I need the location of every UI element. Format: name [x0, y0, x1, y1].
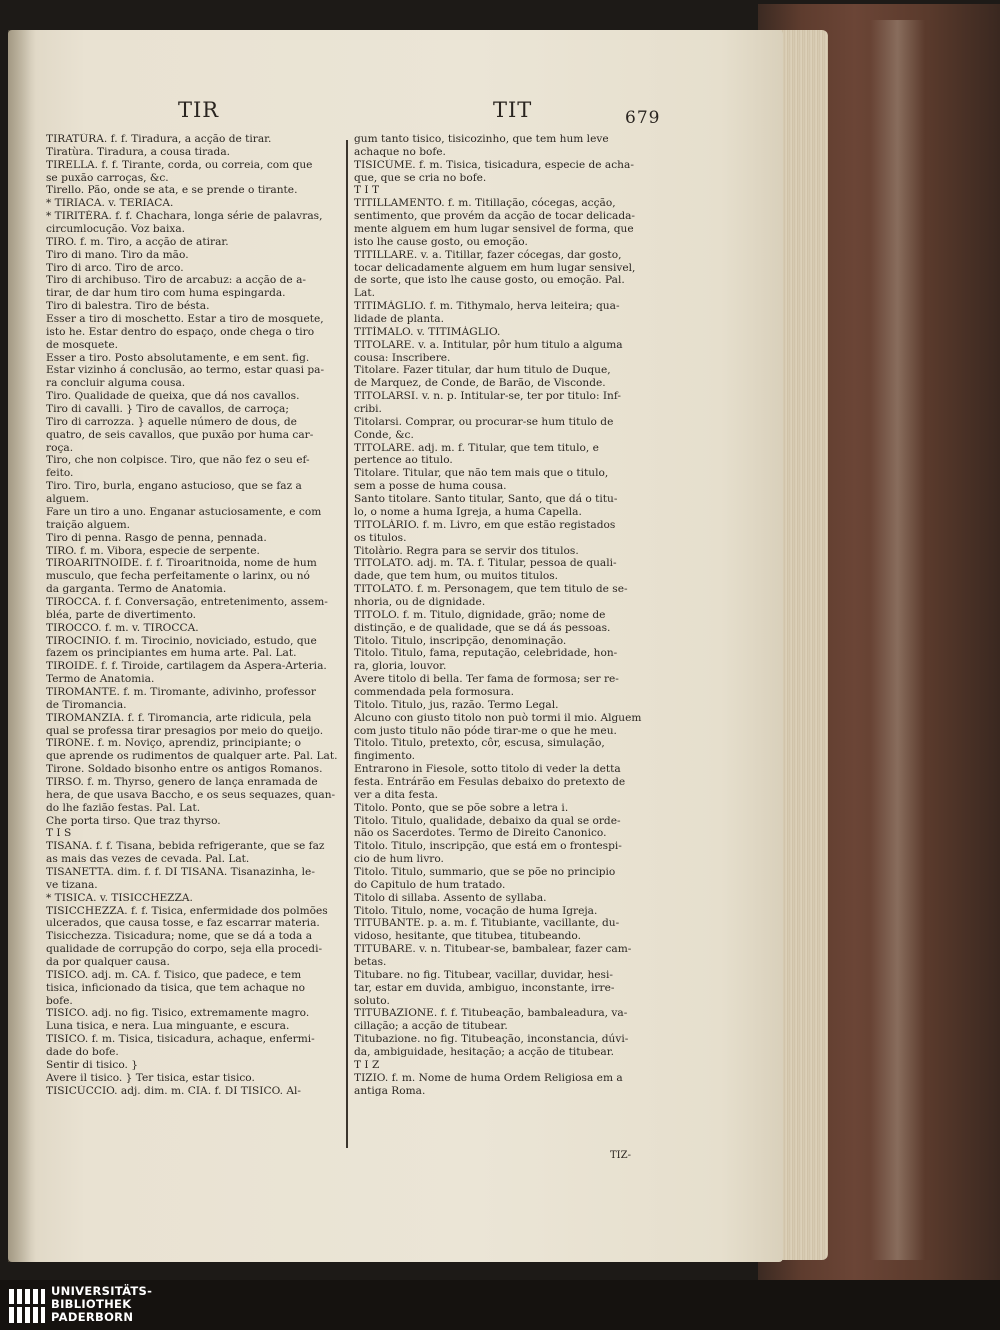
dictionary-line: TIRELLA. f. f. Tirante, corda, ou correia, com que	[46, 158, 313, 171]
dictionary-line: que aprende os rudimentos de qualquer arte. Pal. Lat.	[46, 750, 338, 763]
dictionary-line: TITOLARSI. v. n. p. Intitular-se, ter por titulo: Inf-	[354, 390, 622, 403]
dictionary-line: TITÌMALO. v. TITIMÀGLIO.	[354, 325, 501, 338]
dictionary-line: TITOLARE. adj. m. f. Titular, que tem titulo, e	[354, 441, 599, 454]
dictionary-line: festa. Entrárão em Fesulas debaixo do pretexto de	[354, 775, 626, 788]
dictionary-line: Tiro di archibuso. Tiro de arcabuz: a acção de a-	[46, 274, 306, 287]
dictionary-line: ulcerados, que causa tosse, e faz escarrar materia.	[46, 917, 320, 930]
dictionary-line: tar, estar em duvida, ambiguo, inconstante, irre-	[354, 981, 615, 994]
dictionary-line: se puxão carroças, &c.	[46, 171, 169, 184]
dictionary-line: TISICÙME. f. m. Tisica, tisicadura, especie de acha-	[354, 158, 634, 171]
dictionary-line: TIRO. f. m. Vibora, especie de serpente.	[46, 544, 260, 557]
dictionary-line: TISICÙCCIO. adj. dim. m. CIA. f. DI TISICO. Al-	[46, 1084, 301, 1097]
dictionary-line: Luna tisica, e nera. Lua minguante, e escura.	[46, 1020, 290, 1033]
dictionary-line: T I Z	[354, 1058, 380, 1071]
library-logo-text	[51, 1285, 152, 1324]
dictionary-line: Titolo. Titulo, nome, vocação de huma Igreja.	[354, 904, 598, 917]
dictionary-line: fazem os principiantes em huma arte. Pal. Lat.	[46, 647, 297, 660]
dictionary-line: cio de hum livro.	[354, 853, 444, 866]
dictionary-line: qual se professa tirar presagios por meio do queijo.	[46, 724, 324, 737]
logo-line-2: BIBLIOTHEK	[51, 1297, 132, 1311]
dictionary-line: traição alguem.	[46, 518, 131, 531]
dictionary-line: cillação; a acção de titubear.	[354, 1020, 508, 1033]
dictionary-line: Titolo. Titulo, inscripção, denominação.	[354, 634, 567, 647]
dictionary-line: Titolare. Fazer titular, dar hum titulo de Duque,	[354, 364, 611, 377]
dictionary-line: * TIRIACA. v. TERIACA.	[46, 197, 174, 210]
dictionary-line: TISANETTA. dim. f. f. DI TISANA. Tisanazinha, le-	[46, 865, 315, 878]
dictionary-line: TITUBANTE. p. a. m. f. Titubiante, vacillante, du-	[354, 917, 620, 930]
dictionary-line: Tiro di balestra. Tiro de bésta.	[46, 300, 210, 313]
dictionary-line: dade, que tem hum, ou muitos titulos.	[354, 570, 559, 583]
dictionary-line: cribi.	[354, 403, 382, 416]
dictionary-line: Titolo. Titulo, pretexto, côr, escusa, simulação,	[354, 737, 605, 750]
dictionary-line: ver a dita festa.	[354, 788, 439, 801]
dictionary-line: cousa: Inscribere.	[354, 351, 451, 364]
dictionary-line: Che porta tirso. Que traz thyrso.	[46, 814, 221, 827]
dictionary-line: sem a posse de huma cousa.	[354, 480, 507, 493]
dictionary-line: Tiro di mano. Tiro da mão.	[46, 248, 189, 261]
dictionary-line: TITOLO. f. m. Titulo, dignidade, grão; nome de	[354, 608, 606, 621]
dictionary-line: do Capitulo de hum tratado.	[354, 878, 506, 891]
dictionary-line: TIRO. f. m. Tiro, a acção de atirar.	[46, 235, 229, 248]
dictionary-line: T I S	[46, 827, 72, 840]
dictionary-line: Conde, &c.	[354, 428, 414, 441]
dictionary-line: Tiro. Qualidade de queixa, que dá nos cavallos.	[46, 390, 300, 403]
dictionary-line: hera, de que usava Baccho, e os seus sequazes, quan-	[46, 788, 336, 801]
dictionary-line: fingimento.	[354, 750, 416, 763]
dictionary-line: qualidade de corrupção do corpo, seja ella procedi-	[46, 943, 323, 956]
dictionary-line: TITILLARE. v. a. Titillar, fazer cócegas, dar gosto,	[354, 248, 622, 261]
dictionary-line: TIROARITNOIDE. f. f. Tiroaritnoida, nome de hum	[46, 557, 317, 570]
logo-line-1: UNIVERSITÄTS-	[51, 1284, 153, 1298]
dictionary-line: TITUBARE. v. n. Titubear-se, bambalear, fazer cam-	[354, 943, 632, 956]
dictionary-line: alguem.	[46, 493, 89, 506]
dictionary-line: Santo titolare. Santo titular, Santo, que dá o titu-	[354, 493, 618, 506]
dictionary-line: da garganta. Termo de Anatomia.	[46, 583, 227, 596]
dictionary-line: de Marquez, de Conde, de Barão, de Visconde.	[354, 377, 606, 390]
dictionary-line: lidade de planta.	[354, 313, 444, 326]
dictionary-line: TIROIDE. f. f. Tiroide, cartilagem da Aspera-Arteria.	[46, 660, 327, 673]
dictionary-line: TIROCINIO. f. m. Tirocinio, noviciado, estudo, que	[46, 634, 317, 647]
dictionary-line: achaque no bofe.	[354, 145, 446, 158]
dictionary-line: tisica, inficionado da tisica, que tem achaque no	[46, 981, 306, 994]
dictionary-line: TITOLÀRIO. f. m. Livro, em que estão registados	[354, 518, 616, 531]
running-head-right: TIT	[493, 98, 533, 122]
dictionary-line: TIROMANZIA. f. f. Tiromancia, arte ridicula, pela	[46, 711, 312, 724]
dictionary-line: TIROCCO. f. m. v. TIROCCA.	[46, 621, 199, 634]
dictionary-line: mente alguem em hum lugar sensivel de forma, que	[354, 223, 634, 236]
dictionary-line: TITOLATO. f. m. Personagem, que tem titulo de se-	[354, 583, 628, 596]
dictionary-line: Avere titolo di bella. Ter fama de formosa; ser re-	[354, 673, 619, 686]
dictionary-line: TISANA. f. f. Tisana, bebida refrigerante, que se faz	[46, 840, 325, 853]
dictionary-line: isto lhe cause gosto, ou emoção.	[354, 235, 528, 248]
dictionary-line: sentimento, que provém da acção de tocar delicada-	[354, 210, 636, 223]
dictionary-line: Titolarsi. Comprar, ou procurar-se hum titulo de	[354, 415, 614, 428]
dictionary-line: Titolare. Titular, que não tem mais que o titulo,	[354, 467, 609, 480]
dictionary-line: TITOLARE. v. a. Intitular, pôr hum titulo a alguma	[354, 338, 623, 351]
dictionary-line: TIROMANTE. f. m. Tiromante, adivinho, professor	[46, 685, 316, 698]
dictionary-line: pertence ao titulo.	[354, 454, 453, 467]
dictionary-line: os titulos.	[354, 531, 407, 544]
dictionary-line: TISICO. adj. no fig. Tisico, extremamente magro.	[46, 1007, 310, 1020]
dictionary-line: Tiro di carrozza. } aquelle número de dous, de	[46, 415, 297, 428]
dictionary-line: do lhe fazião festas. Pal. Lat.	[46, 801, 201, 814]
dictionary-line: musculo, que fecha perfeitamente o larinx, ou nó	[46, 570, 310, 583]
dictionary-line: Titolàrio. Regra para se servir dos titulos.	[354, 544, 579, 557]
dictionary-line: TIRONE. f. m. Noviço, aprendiz, principiante; o	[46, 737, 302, 750]
dictionary-line: nhoria, ou de dignidade.	[354, 595, 486, 608]
dictionary-line: TIRSO. f. m. Thyrso, genero de lança enramada de	[46, 775, 318, 788]
dictionary-line: com justo titulo não póde tirar-me o que he meu.	[354, 724, 617, 737]
right-column	[354, 133, 656, 1097]
dictionary-line: Esser a tiro di moschetto. Estar a tiro de mosquete,	[46, 313, 324, 326]
dictionary-line: Tiro, che non colpisce. Tiro, que não fez o seu ef-	[46, 454, 310, 467]
cover-highlight	[870, 20, 925, 1260]
dictionary-line: de Tiromancia.	[46, 698, 127, 711]
dictionary-line: de sorte, que isto lhe cause gosto, ou emoção. Pal.	[354, 274, 625, 287]
dictionary-line: TISICCHEZZA. f. f. Tisica, enfermidade dos polmões	[46, 904, 328, 917]
dictionary-line: Lat.	[354, 287, 375, 300]
dictionary-line: Alcuno con giusto titolo non può tormi il mio. Alguem	[354, 711, 642, 724]
dictionary-line: TITUBAZIONE. f. f. Titubeação, bambaleadura, va-	[354, 1007, 628, 1020]
dictionary-line: circumlocução. Voz baixa.	[46, 223, 186, 236]
dictionary-line: Tiro di cavalli. } Tiro de cavallos, de carroça;	[46, 403, 289, 416]
dictionary-line: tirar, de dar hum tiro com huma espingarda.	[46, 287, 286, 300]
dictionary-line: T I T	[354, 184, 380, 197]
dictionary-line: Tisicchezza. Tisicadura; nome, que se dá a toda a	[46, 930, 313, 943]
dictionary-line: dade do bofe.	[46, 1046, 119, 1059]
catchword: TIZ-	[610, 1150, 631, 1161]
logo-line-3: PADERBORN	[51, 1310, 134, 1324]
dictionary-line: commendada pela formosura.	[354, 685, 514, 698]
dictionary-line: Titolo. Titulo, summario, que se põe no principio	[354, 865, 616, 878]
dictionary-line: ve tizana.	[46, 878, 98, 891]
dictionary-line: isto he. Estar dentro do espaço, onde chega o tiro	[46, 325, 315, 338]
dictionary-line: Tirello. Pão, onde se ata, e se prende o tirante.	[46, 184, 298, 197]
dictionary-line: bléa, parte de divertimento.	[46, 608, 197, 621]
dictionary-line: bofe.	[46, 994, 73, 1007]
dictionary-line: lo, o nome a huma Igreja, a huma Capella.	[354, 505, 582, 518]
dictionary-line: Estar vizinho á conclusão, ao termo, estar quasi pa-	[46, 364, 325, 377]
dictionary-line: de mosquete.	[46, 338, 119, 351]
dictionary-line: Termo de Anatomia.	[46, 673, 155, 686]
dictionary-line: ra, gloria, louvor.	[354, 660, 447, 673]
dictionary-line: Titubazione. no fig. Titubeação, inconstancia, dúvi-	[354, 1033, 629, 1046]
page-number: 679	[625, 108, 661, 128]
dictionary-line: TIRATÙRA. f. f. Tiradura, a acção de tirar.	[46, 133, 272, 145]
dictionary-line: feito.	[46, 467, 74, 480]
dictionary-line: Titolo. Titulo, qualidade, debaixo da qual se orde-	[354, 814, 621, 827]
dictionary-line: TISICO. f. m. Tisica, tisicadura, achaque, enfermi-	[46, 1033, 315, 1046]
gutter-shadow	[8, 30, 36, 1262]
dictionary-line: Titolo. Titulo, inscripção, que está em o frontespi-	[354, 840, 622, 853]
dictionary-line: TIROCCA. f. f. Conversação, entretenimento, assem-	[46, 595, 328, 608]
dictionary-line: que, que se cria no bofe.	[354, 171, 487, 184]
dictionary-line: Titolo. Titulo, jus, razão. Termo Legal.	[354, 698, 559, 711]
dictionary-line: da por qualquer causa.	[46, 956, 170, 968]
dictionary-line: Sentir di tisico. }	[46, 1058, 139, 1071]
dictionary-line: * TIRITÈRA. f. f. Chachara, longa série de palavras,	[46, 210, 323, 223]
column-rule	[346, 140, 348, 1148]
dictionary-line: TITOLATO. adj. m. TA. f. Titular, pessoa de quali-	[354, 557, 617, 570]
dictionary-line: não os Sacerdotes. Termo de Direito Canonico.	[354, 827, 607, 840]
dictionary-line: distinção, e de qualidade, que se dá ás pessoas.	[354, 621, 611, 634]
dictionary-line: * TISICA. v. TISICCHEZZA.	[46, 891, 193, 904]
dictionary-line: TISICO. adj. m. CA. f. Tisico, que padece, e tem	[46, 968, 302, 981]
dictionary-line: Titolo di sillaba. Assento de syllaba.	[354, 891, 547, 904]
dictionary-line: as mais das vezes de cevada. Pal. Lat.	[46, 853, 250, 866]
dictionary-line: vidoso, hesitante, que titubea, titubeando.	[354, 930, 581, 943]
dictionary-line: antiga Roma.	[354, 1084, 426, 1097]
dictionary-line: Tirone. Soldado bisonho entre os antigos Romanos.	[46, 763, 323, 776]
dictionary-line: Fare un tiro a uno. Enganar astuciosamente, e com	[46, 505, 322, 518]
dictionary-line: ra concluir alguma cousa.	[46, 377, 186, 390]
dictionary-line: soluto.	[354, 994, 390, 1007]
dictionary-line: Tiro di arco. Tiro de arco.	[46, 261, 184, 274]
running-head-left: TIR	[178, 98, 220, 122]
dictionary-line: TIZIO. f. m. Nome de huma Ordem Religiosa em a	[354, 1071, 623, 1084]
library-logo-icon	[8, 1286, 46, 1326]
dictionary-line: Titolo. Ponto, que se põe sobre a letra i.	[354, 801, 569, 814]
dictionary-line: TITIMÀGLIO. f. m. Tithymalo, herva leiteira; qua-	[354, 300, 620, 313]
dictionary-line: gum tanto tisico, tisicozinho, que tem hum leve	[354, 133, 609, 145]
dictionary-line: Tiro. Tiro, burla, engano astucioso, que se faz a	[46, 480, 302, 493]
dictionary-line: Avere il tisico. } Ter tisica, estar tisico.	[46, 1071, 255, 1084]
dictionary-line: Tiratùra. Tiradura, a cousa tirada.	[46, 145, 231, 158]
dictionary-line: quatro, de seis cavallos, que puxão por huma car-	[46, 428, 314, 441]
dictionary-line: Titolo. Titulo, fama, reputação, celebridade, hon-	[354, 647, 618, 660]
left-column	[46, 133, 344, 1097]
dictionary-line: roça.	[46, 441, 74, 454]
dictionary-line: da, ambiguidade, hesitação; a acção de titubear.	[354, 1046, 614, 1059]
dictionary-line: Titubare. no fig. Titubear, vacillar, duvidar, hesi-	[354, 968, 613, 981]
dictionary-line: Tiro di penna. Rasgo de penna, pennada.	[46, 531, 267, 544]
dictionary-line: tocar delicadamente alguem em hum lugar sensivel,	[354, 261, 636, 274]
dictionary-line: betas.	[354, 956, 387, 968]
dictionary-line: Entrarono in Fiesole, sotto titolo di veder la detta	[354, 763, 621, 776]
dictionary-line: Esser a tiro. Posto absolutamente, e em sent. fig.	[46, 351, 310, 364]
dictionary-line: TITILLAMENTO. f. m. Titillação, cócegas, acção,	[354, 197, 616, 210]
